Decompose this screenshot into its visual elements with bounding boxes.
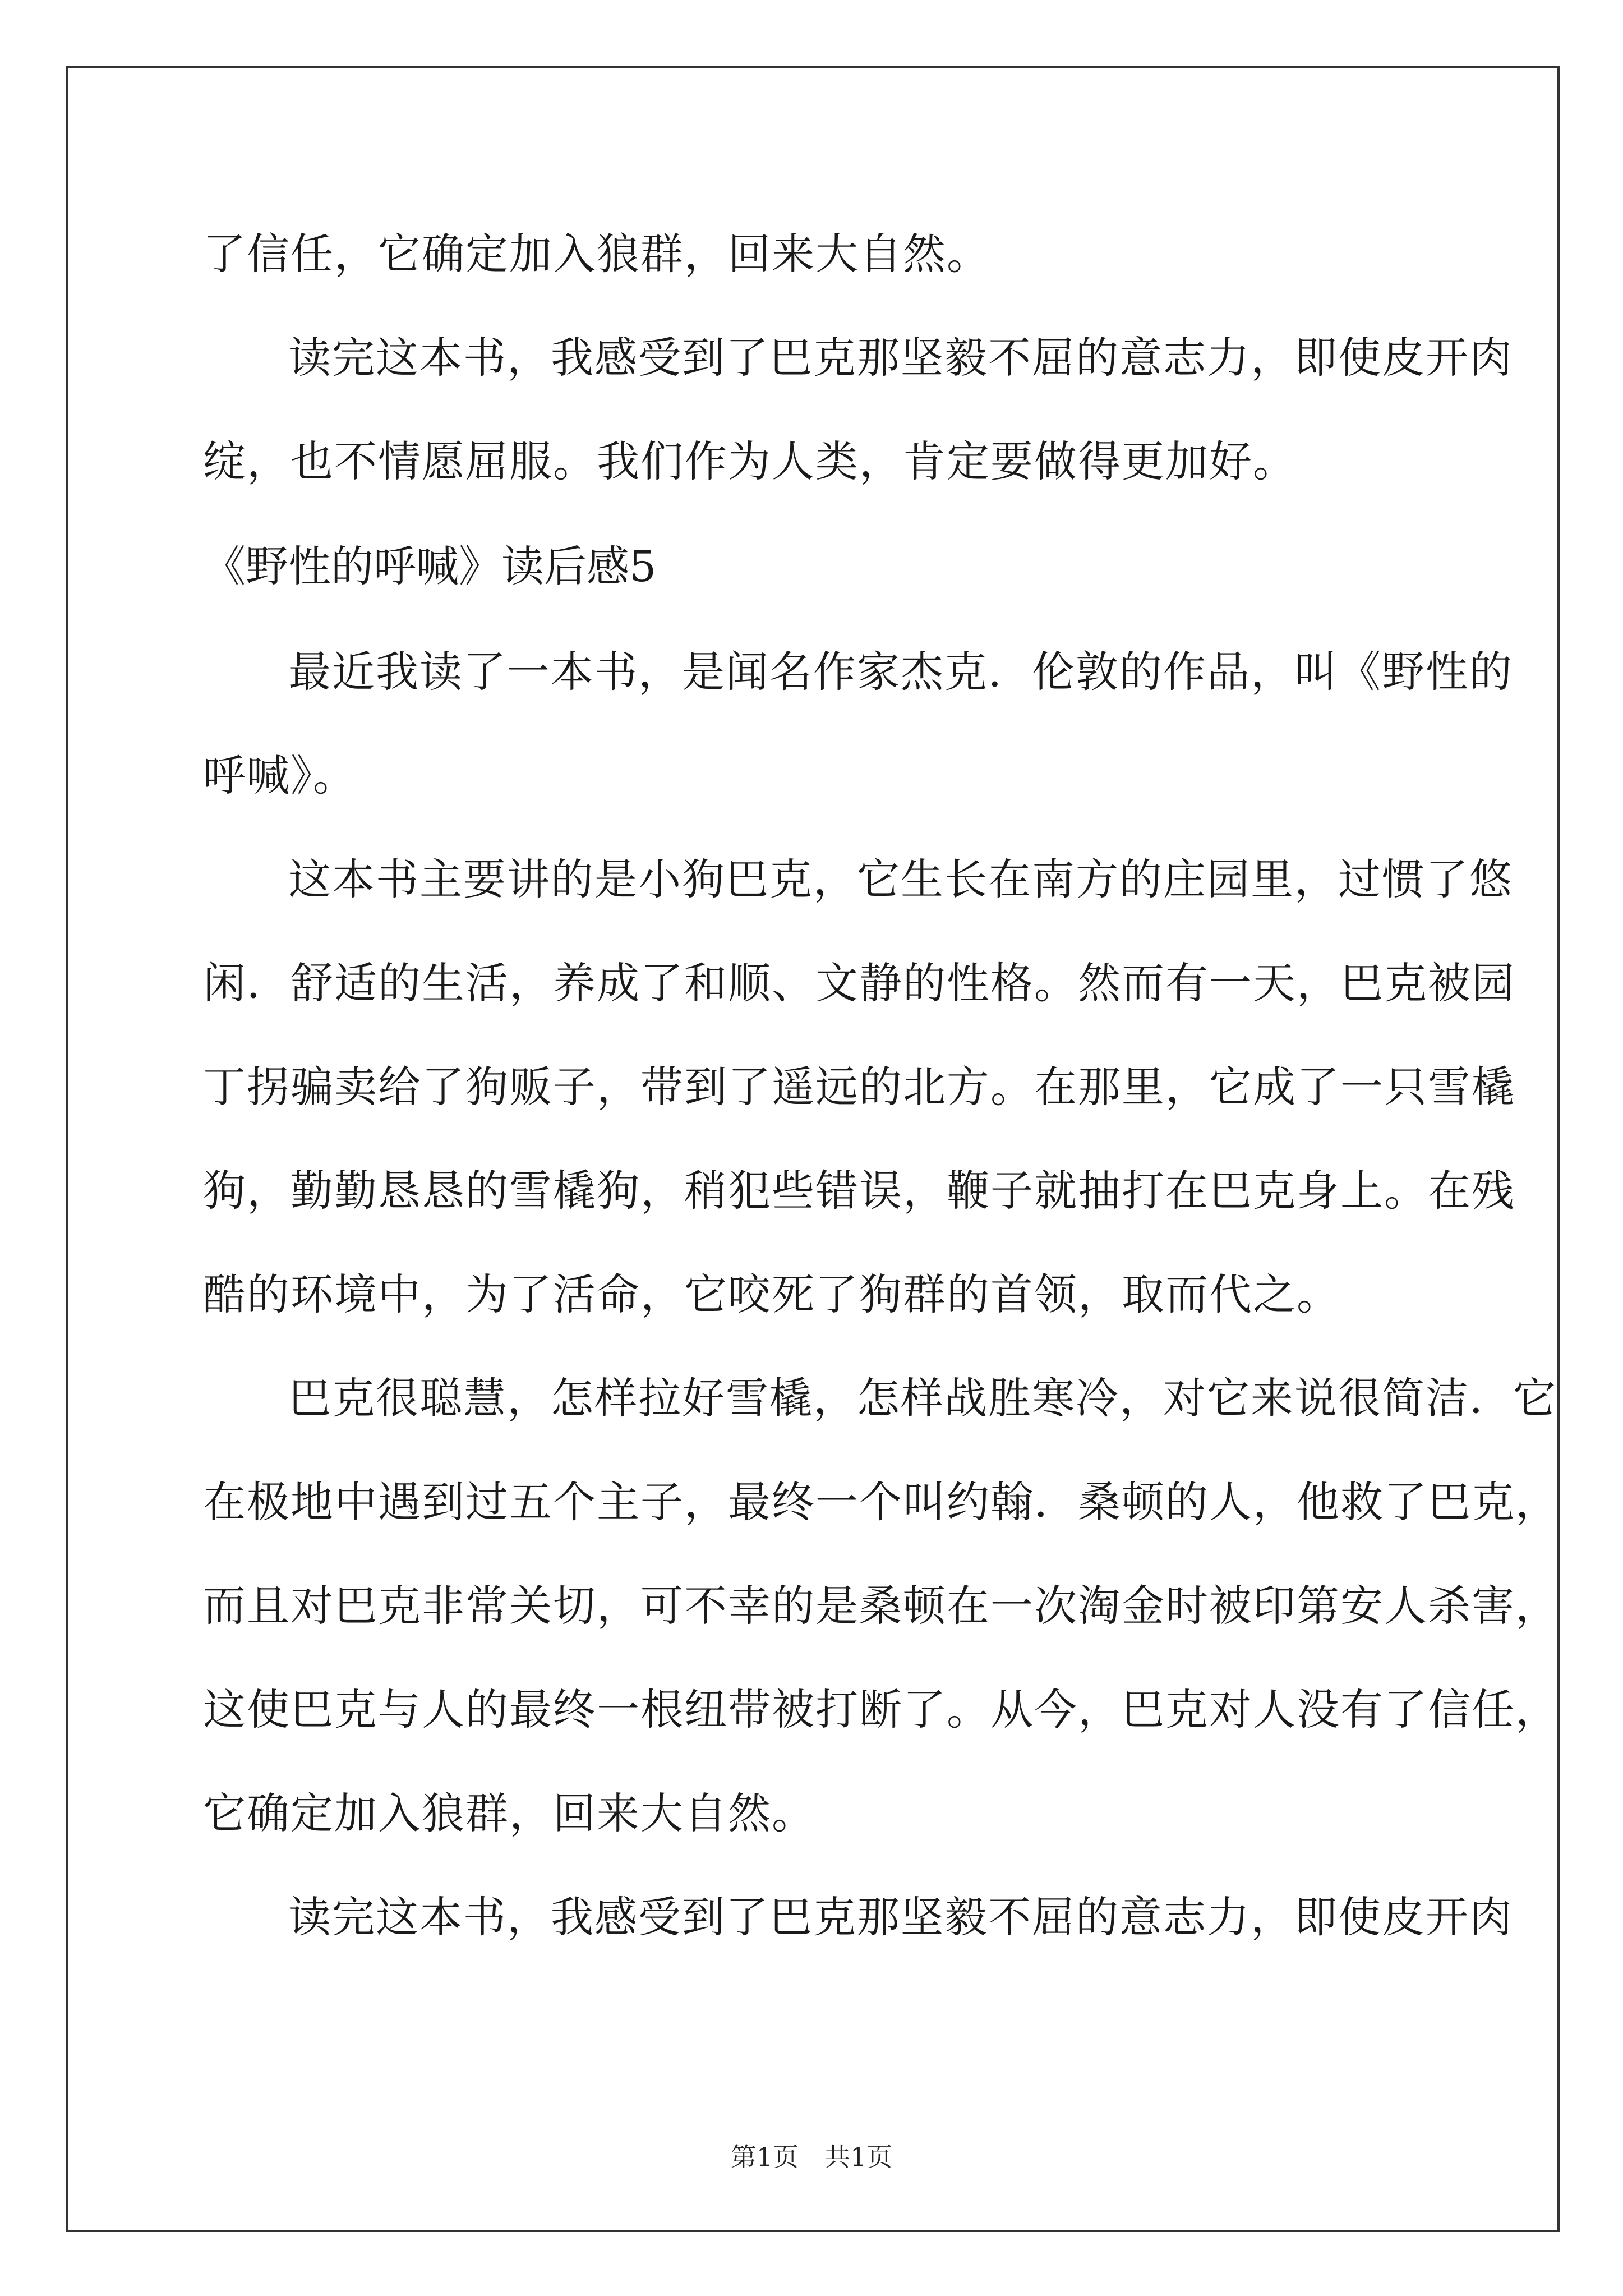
text-line: 在极地中遇到过五个主子，最终一个叫约翰．桑顿的人，他救了巴克， [203,1477,1559,1527]
paragraph [203,202,1459,306]
text-line: 绽，也不情愿屈服。我们作为人类，肯定要做得更加好。 [203,436,1297,486]
paragraph [203,620,1513,827]
text-line: 而且对巴克非常关切，可不幸的是桑顿在一次淘金时被印第安人杀害， [203,1581,1559,1631]
text-line: 这使巴克与人的最终一根纽带被打断了。从今，巴克对人没有了信任， [203,1685,1559,1734]
text-line: 它确定加入狼群，回来大自然。 [203,1788,815,1838]
text-line: 丁拐骗卖给了狗贩子，带到了遥远的北方。在那里，它成了一只雪橇 [203,1062,1515,1112]
text-line: 闲．舒适的生活，养成了和顺、文静的性格。然而有一天，巴克被园 [203,958,1515,1008]
text-line: 狗，勤勤恳恳的雪橇狗，稍犯些错误，鞭子就抽打在巴克身上。在残 [203,1166,1515,1216]
text-line: 了信任，它确定加入狼群，回来大自然。 [203,229,990,279]
paragraph [203,1865,1513,1969]
section-heading: 《野性的呼喊》读后感5 [203,541,657,591]
text-line: 读完这本书，我感受到了巴克那坚毅不屈的意志力，即使皮开肉 [288,1892,1513,1942]
text-line: 酷的环境中，为了活命，它咬死了狗群的首领，取而代之。 [203,1269,1340,1319]
document-body [203,202,1559,1969]
paragraph [203,1346,1559,1865]
page-footer: 第1页 共1页 [730,2142,893,2172]
text-line: 最近我读了一本书，是闻名作家杰克．伦敦的作品，叫《野性的 [288,647,1513,697]
paragraph [203,306,1513,513]
text-line: 巴克很聪慧，怎样拉好雪橇，怎样战胜寒冷，对它来说很简洁．它 [288,1373,1557,1423]
text-line: 呼喊》。 [203,751,357,800]
text-line: 读完这本书，我感受到了巴克那坚毅不屈的意志力，即使皮开肉 [288,333,1513,383]
paragraph [203,827,1515,1346]
text-line: 这本书主要讲的是小狗巴克，它生长在南方的庄园里，过惯了悠 [288,854,1513,904]
